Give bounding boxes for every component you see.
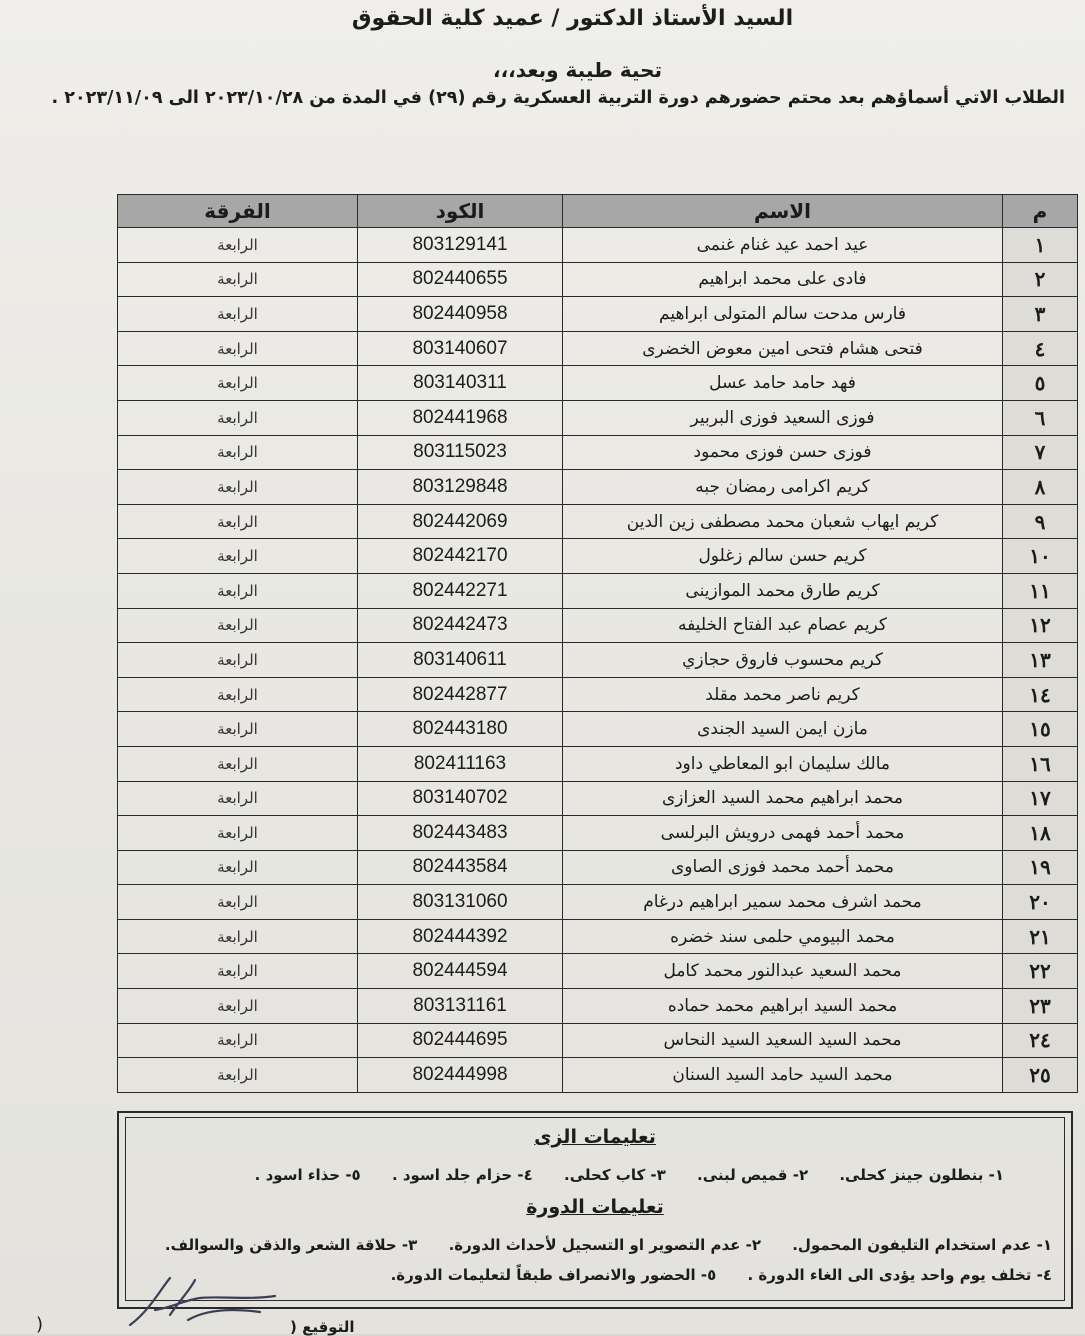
uniform-instructions-title: تعليمات الزى [534,1126,656,1148]
student-name: كريم عصام عبد الفتاح الخليفه [563,608,1003,643]
row-number: ١٧ [1003,781,1078,816]
student-year: الرابعة [118,816,358,851]
uniform-item: ١- بنطلون جينز كحلى. [839,1166,1004,1184]
student-year: الرابعة [118,400,358,435]
student-year: الرابعة [118,677,358,712]
table-row [118,228,1078,263]
student-name: محمد أحمد محمد فوزى الصاوى [563,850,1003,885]
table-row [118,919,1078,954]
student-code: 802444392 [358,919,563,954]
row-number: ٥ [1003,366,1078,401]
student-year: الرابعة [118,573,358,608]
student-code: 802444594 [358,954,563,989]
table-row [118,608,1078,643]
student-year: الرابعة [118,850,358,885]
row-number: ١١ [1003,573,1078,608]
row-number: ٤ [1003,331,1078,366]
student-year: الرابعة [118,608,358,643]
student-name: محمد السعيد عبدالنور محمد كامل [563,954,1003,989]
course-item: ٢- عدم التصوير او التسجيل لأحداث الدورة. [448,1236,761,1254]
student-year: الرابعة [118,435,358,470]
row-number: ١٣ [1003,643,1078,678]
student-year: الرابعة [118,954,358,989]
student-code: 802440655 [358,262,563,297]
course-item: ٣- حلاقة الشعر والذقن والسوالف. [164,1236,418,1254]
student-code: 802442170 [358,539,563,574]
student-name: محمد أحمد فهمى درويش البرلسى [563,816,1003,851]
student-name: محمد البيومي حلمى سند خضره [563,919,1003,954]
student-code: 802442877 [358,677,563,712]
table-row [118,850,1078,885]
student-code: 803129141 [358,228,563,263]
row-number: ١٩ [1003,850,1078,885]
student-name: مالك سليمان ابو المعاطي داود [563,746,1003,781]
table-row [118,781,1078,816]
student-name: فتحى هشام فتحى امين معوض الخضرى [563,331,1003,366]
student-year: الرابعة [118,331,358,366]
student-name: كريم محسوب فاروق حجازي [563,643,1003,678]
table-row [118,677,1078,712]
student-code: 803129848 [358,470,563,505]
row-number: ٧ [1003,435,1078,470]
row-number: ٣ [1003,297,1078,332]
table-row [118,504,1078,539]
header-num: م [1003,195,1078,228]
table-row [118,400,1078,435]
table-row [118,885,1078,920]
greeting-line: تحية طيبة وبعد،،، [492,58,662,82]
uniform-instructions-line [136,1166,1004,1184]
student-name: محمد اشرف محمد سمير ابراهيم درغام [563,885,1003,920]
table-row [118,297,1078,332]
student-year: الرابعة [118,1023,358,1058]
student-code: 802440958 [358,297,563,332]
table-row [118,816,1078,851]
closing-paren: ) [36,1314,44,1335]
table-row [118,1058,1078,1093]
student-name: محمد ابراهيم محمد السيد العزازى [563,781,1003,816]
student-year: الرابعة [118,539,358,574]
course-instructions-title: تعليمات الدورة [526,1196,664,1218]
row-number: ٢٥ [1003,1058,1078,1093]
intro-paragraph: الطلاب الاتي أسماؤهم بعد محتم حضورهم دورة التربية العسكرية رقم (٢٩) في المدة من ٢٠٢٣/١٠/٢٨ الى ٢٠٢٣/١١/٠٩ . [51,88,1065,108]
student-name: فارس مدحت سالم المتولى ابراهيم [563,297,1003,332]
header-code: الكود [358,195,563,228]
student-name: كريم ناصر محمد مقلد [563,677,1003,712]
student-year: الرابعة [118,746,358,781]
student-year: الرابعة [118,262,358,297]
student-name: كريم حسن سالم زغلول [563,539,1003,574]
row-number: ٢ [1003,262,1078,297]
student-code: 802442473 [358,608,563,643]
student-year: الرابعة [118,712,358,747]
course-item: ٤- تخلف يوم واحد يؤدى الى الغاء الدورة . [747,1266,1052,1284]
row-number: ١ [1003,228,1078,263]
table-row [118,366,1078,401]
row-number: ١٠ [1003,539,1078,574]
student-code: 803140702 [358,781,563,816]
student-name: فهد حامد حامد عسل [563,366,1003,401]
table-row [118,712,1078,747]
student-year: الرابعة [118,643,358,678]
student-year: الرابعة [118,504,358,539]
student-name: محمد السيد حامد السيد السنان [563,1058,1003,1093]
row-number: ٢١ [1003,919,1078,954]
student-code: 802444998 [358,1058,563,1093]
student-code: 802443584 [358,850,563,885]
uniform-item: ٥- حذاء اسود . [254,1166,361,1184]
header-year: الفرقة [118,195,358,228]
table-row [118,989,1078,1024]
student-year: الرابعة [118,470,358,505]
uniform-item: ٤- حزام جلد اسود . [391,1166,533,1184]
student-name: فوزى السعيد فوزى البربير [563,400,1003,435]
student-name: كريم طارق محمد الموازينى [563,573,1003,608]
addressee-line: السيد الأستاذ الدكتور / عميد كلية الحقوق [351,6,794,31]
row-number: ١٤ [1003,677,1078,712]
student-code: 802442069 [358,504,563,539]
student-year: الرابعة [118,919,358,954]
table-header-row [118,195,1078,228]
students-table [117,194,1078,1093]
student-year: الرابعة [118,781,358,816]
student-code: 802441968 [358,400,563,435]
uniform-item: ٢- قميص لبنى. [697,1166,809,1184]
student-year: الرابعة [118,297,358,332]
student-name: كريم اكرامى رمضان جبه [563,470,1003,505]
table-row [118,573,1078,608]
row-number: ١٥ [1003,712,1078,747]
student-code: 802443180 [358,712,563,747]
student-code: 803131060 [358,885,563,920]
row-number: ٨ [1003,470,1078,505]
student-code: 803115023 [358,435,563,470]
student-code: 803140311 [358,366,563,401]
student-name: محمد السيد السعيد السيد النحاس [563,1023,1003,1058]
student-name: عيد احمد عيد غنام غنمى [563,228,1003,263]
table-row [118,331,1078,366]
student-code: 802444695 [358,1023,563,1058]
student-code: 803131161 [358,989,563,1024]
student-year: الرابعة [118,1058,358,1093]
table-row [118,470,1078,505]
student-code: 803140611 [358,643,563,678]
table-row [118,539,1078,574]
table-row [118,435,1078,470]
row-number: ٩ [1003,504,1078,539]
table-row [118,954,1078,989]
student-year: الرابعة [118,228,358,263]
row-number: ٢٠ [1003,885,1078,920]
course-instructions-line-1 [136,1236,1052,1254]
row-number: ٦ [1003,400,1078,435]
student-name: فوزى حسن فوزى محمود [563,435,1003,470]
table-row [118,643,1078,678]
row-number: ١٢ [1003,608,1078,643]
row-number: ٢٤ [1003,1023,1078,1058]
course-item: ١- عدم استخدام التليفون المحمول. [792,1236,1052,1254]
student-name: مازن ايمن السيد الجندى [563,712,1003,747]
table-row [118,746,1078,781]
student-name: محمد السيد ابراهيم محمد حماده [563,989,1003,1024]
student-code: 802411163 [358,746,563,781]
student-year: الرابعة [118,989,358,1024]
student-code: 802442271 [358,573,563,608]
row-number: ٢٣ [1003,989,1078,1024]
table-row [118,1023,1078,1058]
table-body [118,228,1078,1093]
signature-label: التوقيع ( [290,1318,355,1336]
student-year: الرابعة [118,366,358,401]
student-name: فادى على محمد ابراهيم [563,262,1003,297]
student-code: 802443483 [358,816,563,851]
table-row [118,262,1078,297]
course-item: ٥- الحضور والانصراف طبقاً لتعليمات الدورة. [390,1266,717,1284]
row-number: ١٦ [1003,746,1078,781]
row-number: ٢٢ [1003,954,1078,989]
student-name: كريم ايهاب شعبان محمد مصطفى زين الدين [563,504,1003,539]
student-code: 803140607 [358,331,563,366]
uniform-item: ٣- كاب كحلى. [564,1166,666,1184]
student-year: الرابعة [118,885,358,920]
header-name: الاسم [563,195,1003,228]
handwritten-signature [110,1270,300,1334]
row-number: ١٨ [1003,816,1078,851]
